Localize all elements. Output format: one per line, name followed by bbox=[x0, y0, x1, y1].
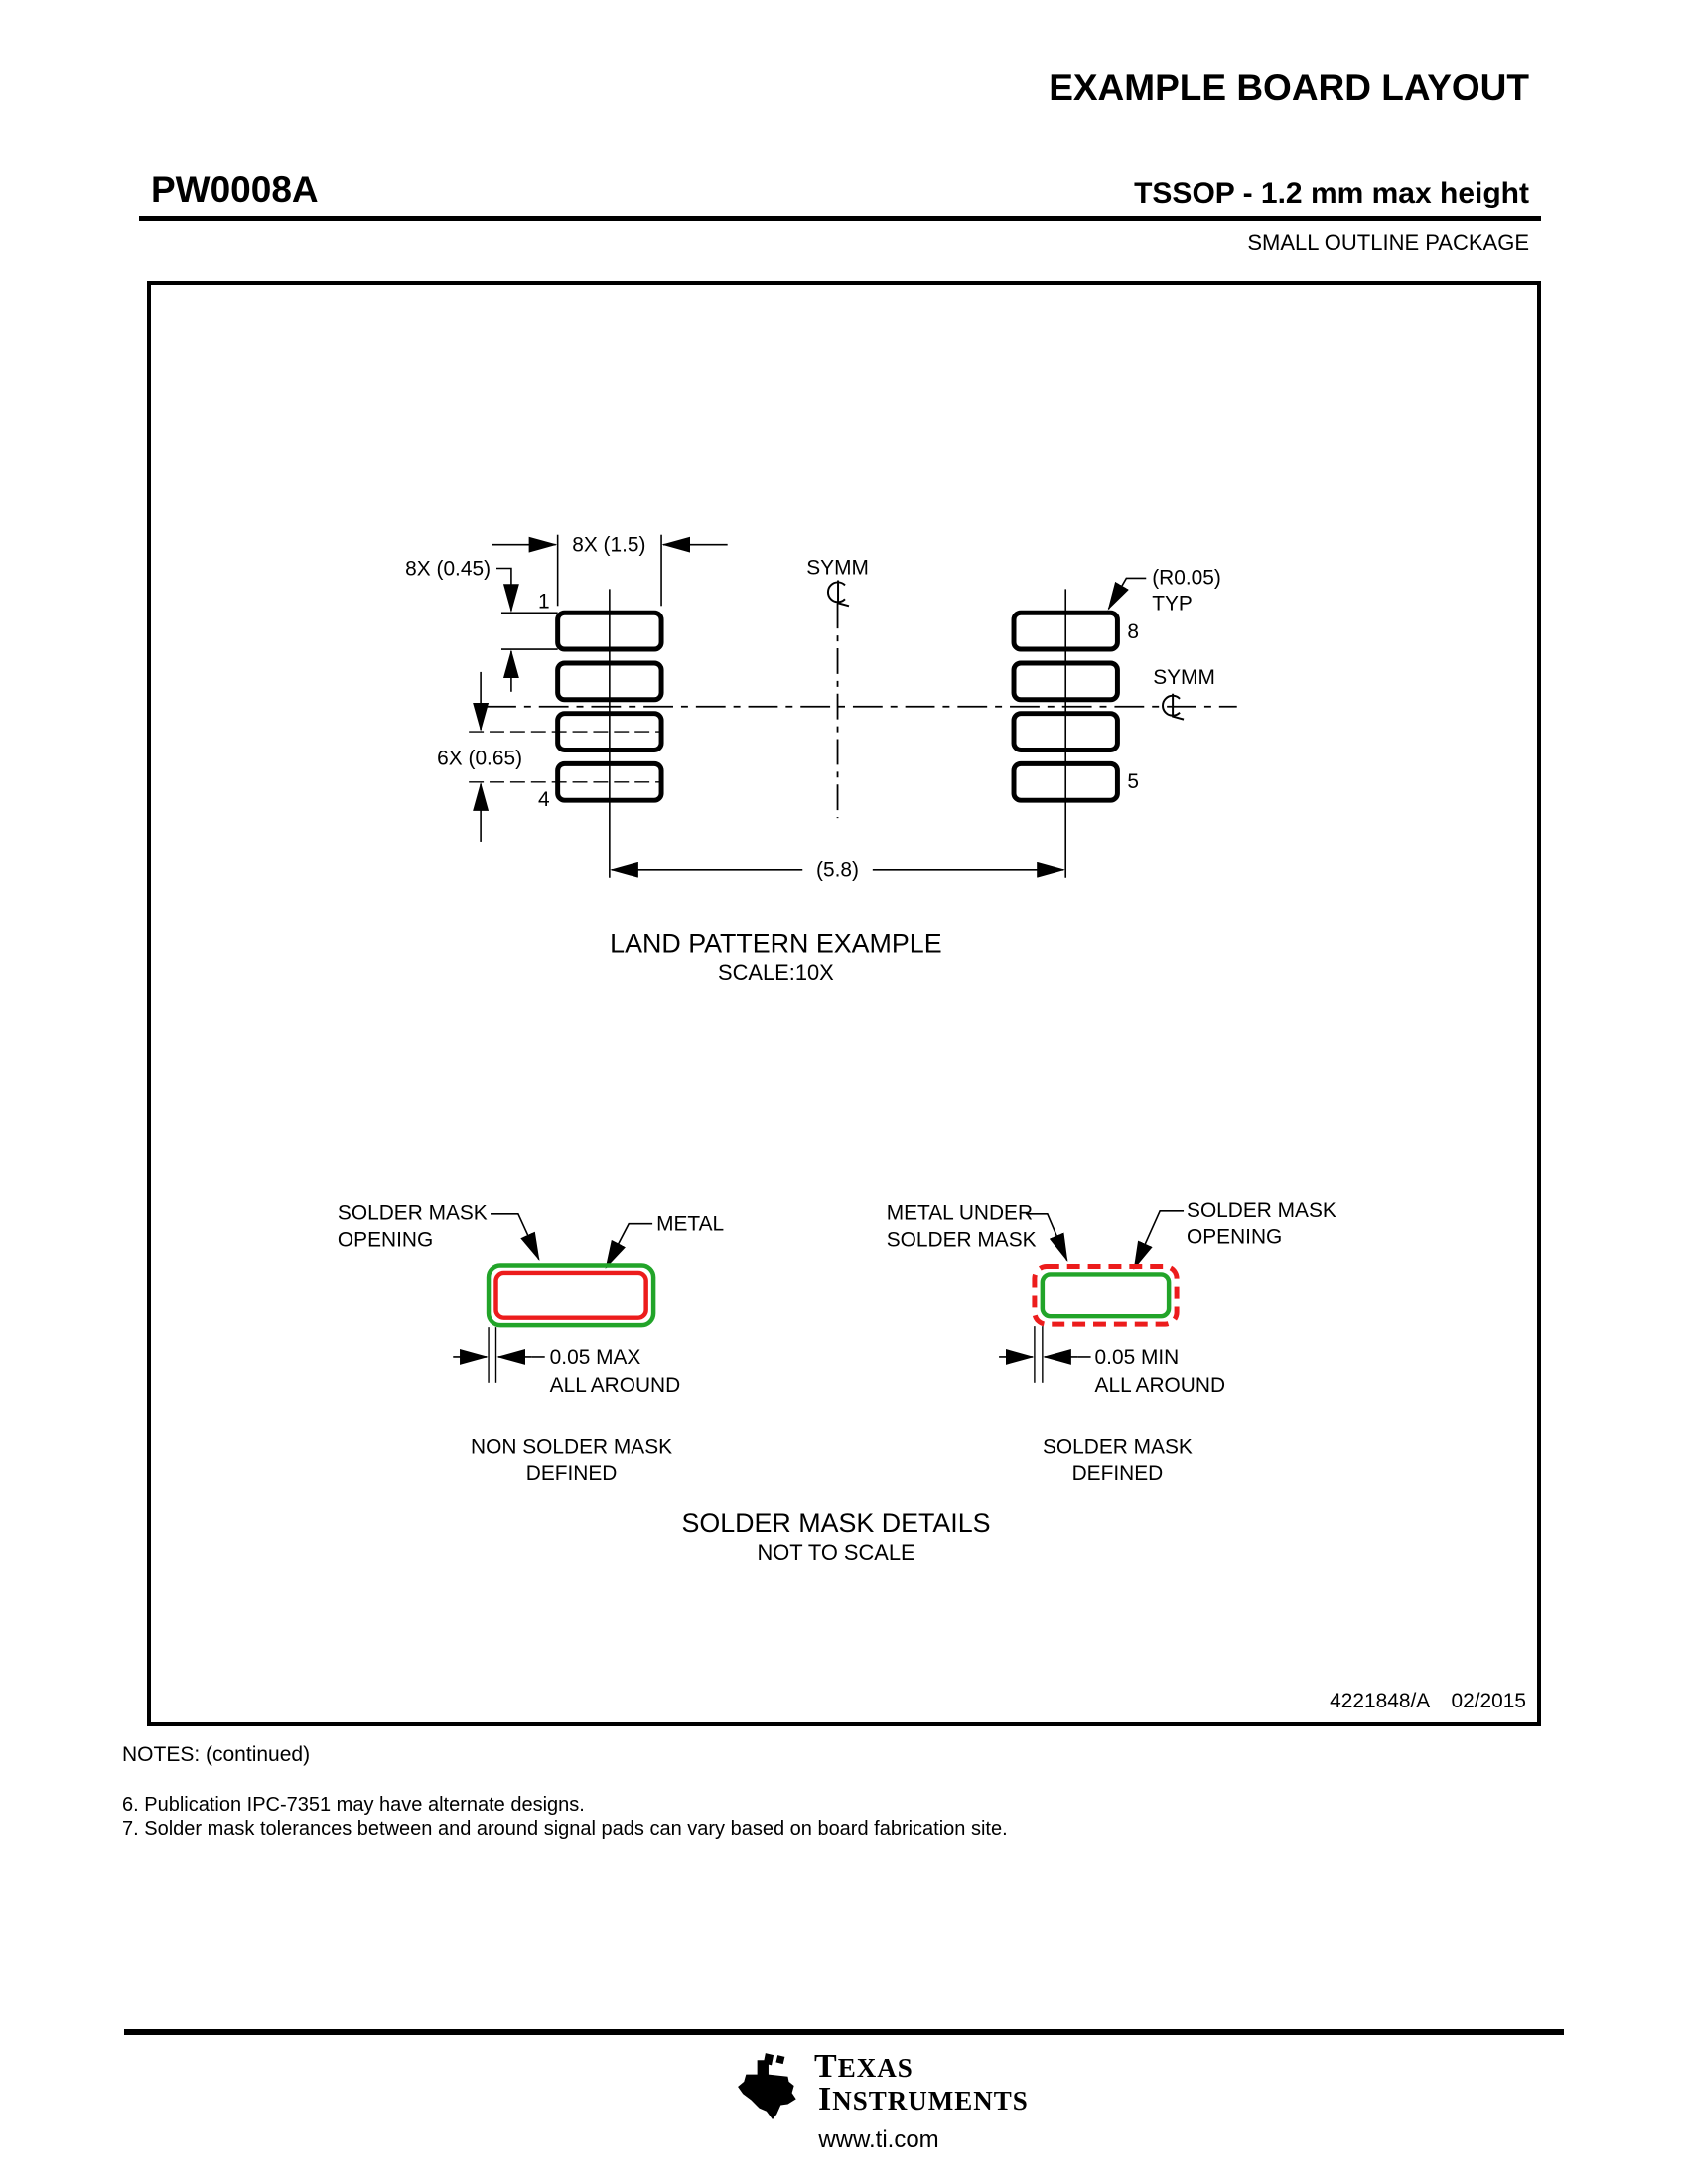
right-metal-label-line2: SOLDER MASK bbox=[886, 1228, 1037, 1252]
ti-i-dot bbox=[775, 2055, 784, 2064]
centerline-symbol-top bbox=[828, 580, 849, 606]
brand-instruments: INSTRUMENTS bbox=[818, 2081, 1029, 2117]
land-pattern-scale: SCALE:10X bbox=[718, 960, 834, 986]
package-type: SMALL OUTLINE PACKAGE bbox=[1247, 230, 1529, 255]
doc-date: 02/2015 bbox=[1451, 1689, 1526, 1712]
doc-number: 4221848/A bbox=[1330, 1689, 1431, 1712]
left-opening-label-line1: SOLDER MASK bbox=[337, 1201, 488, 1225]
left-caption-line2: DEFINED bbox=[525, 1462, 618, 1486]
symm-top-label: SYMM bbox=[806, 556, 869, 580]
left-opening-leader bbox=[491, 1214, 539, 1260]
left-dim-label-line1: 0.05 MAX bbox=[549, 1345, 641, 1369]
right-dim-label-line1: 0.05 MIN bbox=[1094, 1345, 1180, 1369]
right-metal-label-line1: METAL UNDER bbox=[886, 1201, 1034, 1225]
radius-note-line1: (R0.05) bbox=[1152, 566, 1221, 590]
brand-texas: TEXAS bbox=[814, 2048, 914, 2085]
right-opening-label-line1: SOLDER MASK bbox=[1187, 1198, 1336, 1222]
ti-t-stem bbox=[764, 2053, 774, 2065]
solder-mask-title: SOLDER MASK DETAILS bbox=[681, 1507, 991, 1538]
symm-right-label: SYMM bbox=[1153, 665, 1215, 689]
radius-note-line2: TYP bbox=[1152, 592, 1193, 615]
left-metal-leader bbox=[606, 1224, 652, 1268]
pin-number-4: 4 bbox=[538, 788, 550, 812]
pin-number-8: 8 bbox=[1127, 620, 1139, 644]
note-item-6: 6. Publication IPC-7351 may have alternate designs. bbox=[122, 1794, 585, 1816]
left-caption-line1: NON SOLDER MASK bbox=[471, 1435, 673, 1459]
ti-logo-block bbox=[735, 2048, 1029, 2120]
left-metal-rect bbox=[496, 1273, 646, 1318]
ti-monogram: ti bbox=[759, 2072, 785, 2109]
left-metal-label: METAL bbox=[656, 1212, 725, 1236]
left-dim-label-line2: ALL AROUND bbox=[549, 1373, 681, 1397]
right-opening-leader bbox=[1134, 1211, 1184, 1269]
dim-span-label: (5.8) bbox=[816, 858, 860, 882]
land-pattern-view bbox=[405, 534, 1237, 986]
pin-number-5: 5 bbox=[1127, 770, 1139, 794]
header-rule bbox=[139, 216, 1541, 221]
land-pattern-title: LAND PATTERN EXAMPLE bbox=[610, 928, 942, 959]
notes-heading: NOTES: (continued) bbox=[122, 1743, 311, 1766]
dim-height-leader-arrow bbox=[496, 569, 511, 612]
ti-logo bbox=[735, 2051, 806, 2120]
package-subtitle: TSSOP - 1.2 mm max height bbox=[1134, 177, 1529, 209]
right-solder-mask-opening-rect bbox=[1043, 1274, 1169, 1316]
footer-rule bbox=[124, 2029, 1564, 2035]
dim-pitch-label: 6X (0.65) bbox=[437, 747, 523, 770]
left-opening-label-line2: OPENING bbox=[337, 1228, 434, 1252]
package-code: PW0008A bbox=[151, 169, 319, 209]
drawing-frame bbox=[147, 281, 1541, 1726]
ti-wordmark bbox=[814, 2048, 1029, 2117]
page-title: EXAMPLE BOARD LAYOUT bbox=[1049, 68, 1529, 108]
right-dim-label-line2: ALL AROUND bbox=[1094, 1373, 1226, 1397]
solder-mask-view bbox=[338, 1199, 1336, 1565]
board-layout-drawing bbox=[151, 285, 1537, 1722]
ti-website-link[interactable]: www.ti.com bbox=[818, 2126, 939, 2153]
right-caption-line2: DEFINED bbox=[1071, 1462, 1164, 1486]
note-item-7: 7. Solder mask tolerances between and around signal pads can vary based on board fabrication site. bbox=[122, 1818, 1008, 1840]
dim-pad-height-label: 8X (0.45) bbox=[405, 557, 492, 581]
right-caption-line1: SOLDER MASK bbox=[1043, 1435, 1193, 1459]
right-opening-label-line2: OPENING bbox=[1187, 1225, 1283, 1249]
pin-number-1: 1 bbox=[538, 590, 550, 614]
dim-pad-width-label: 8X (1.5) bbox=[572, 533, 646, 557]
solder-mask-scale: NOT TO SCALE bbox=[757, 1539, 915, 1565]
radius-note-leader bbox=[1108, 578, 1146, 609]
